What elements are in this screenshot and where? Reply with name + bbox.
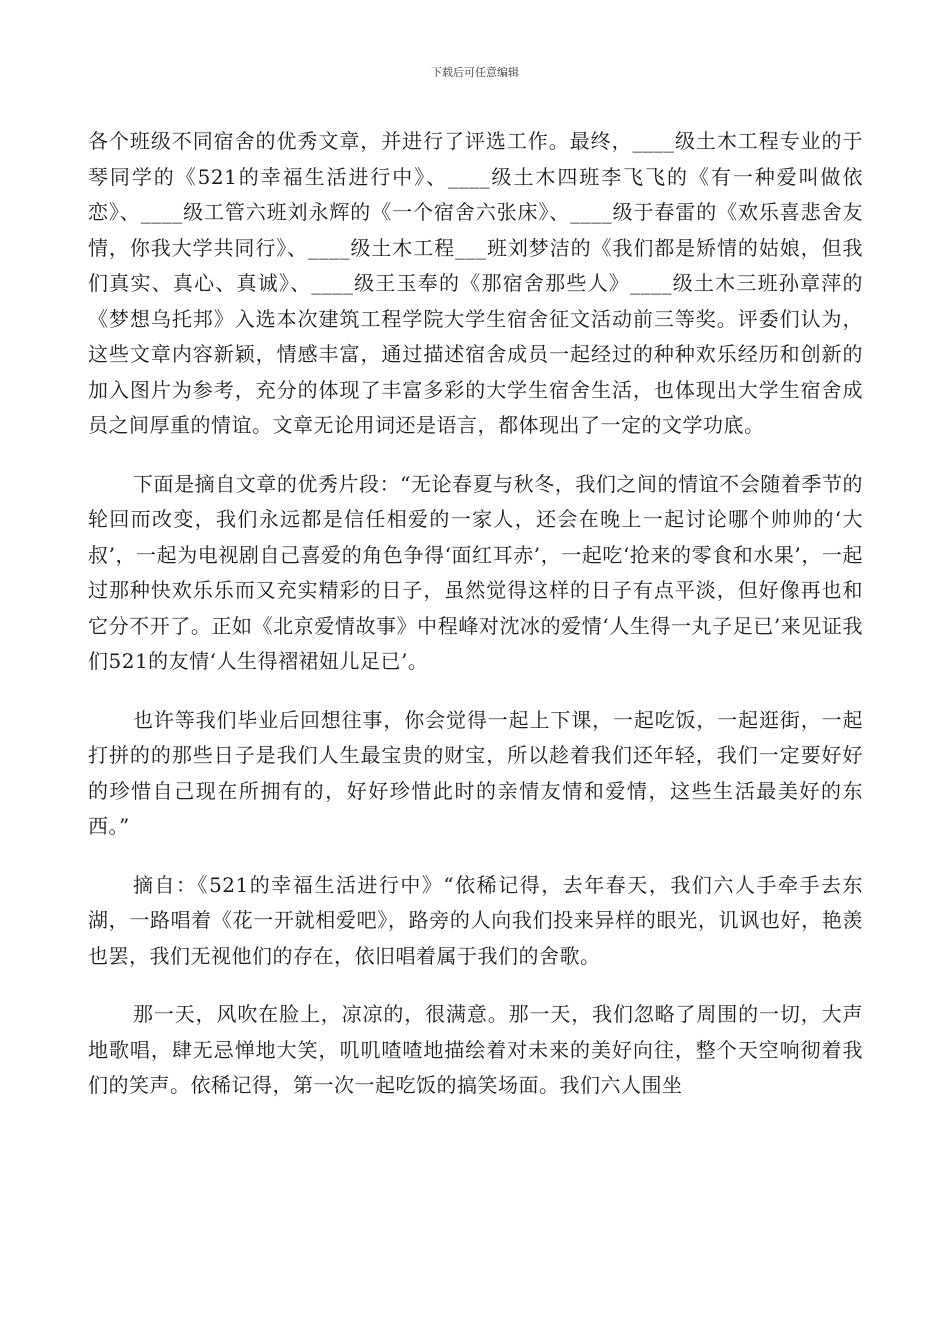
document-body — [88, 124, 863, 1104]
page-header: 下载后可任意编辑 — [431, 66, 519, 79]
paragraph-4: 摘自：《521的幸福生活进行中》“依稀记得，去年春天，我们六人手牵手去东湖，一路唱着《花一开就相爱吧》，路旁的人向我们投来异样的眼光，讥讽也好，艳羡也罢，我们无视他们的存在，依旧唱着属于我们的舍歌。 — [88, 872, 863, 968]
paragraph-5: 那一天，风吹在脸上，凉凉的，很满意。那一天，我们忽略了周围的一切，大声地歌唱，肆无忌惮地大笑，叽叽喳喳地描绘着对未来的美好向往，整个天空响彻着我们的笑声。依稀记得，第一次一起吃饭的搞笑场面。我们六人围坐 — [88, 1002, 863, 1097]
paragraph-2: 下面是摘自文章的优秀片段：“无论春夏与秋冬，我们之间的情谊不会随着季节的轮回而改变，我们永远都是信任相爱的一家人，还会在晚上一起讨论哪个帅帅的‘大叔’，一起为电视剧自己喜爱的角色争得‘面红耳赤’，一起吃‘抢来的零食和水果’，一起过那种快欢乐乐而又充实精彩的日子，虽然觉得这样的日子有点平淡，但好像再也和它分不开了。正如《北京爱情故事》中程峰对沈冰的爱情‘人生得一丸子足已’来见证我们521的友情‘人生得褶裙妞儿足已’。 — [88, 471, 863, 673]
paragraph-3: 也许等我们毕业后回想往事，你会觉得一起上下课，一起吃饭，一起逛街，一起打拼的的那些日子是我们人生最宝贵的财宝，所以趁着我们还年轻，我们一定要好好的珍惜自己现在所拥有的，好好珍惜此时的亲情友情和爱情，这些生活最美好的东西。” — [88, 707, 863, 838]
paragraph-1: 各个班级不同宿舍的优秀文章，并进行了评选工作。最终，____级土木工程专业的于琴同学的《521的幸福生活进行中》、____级土木四班李飞飞的《有一种爱叫做依恋》、____级工管六班刘永辉的《一个宿舍六张床》、____级于春雷的《欢乐喜悲舍友情，你我大学共同行》、____级土木工程___班刘梦洁的《我们都是矫情的姑娘，但我们真实、真心、真诚》、____级王玉奉的《那宿舍那些人》____级土木三班孙章萍的《梦想乌托邦》入选本次建筑工程学院大学生宿舍征文活动前三等奖。评委们认为，这些文章内容新颖，情感丰富，通过描述宿舍成员一起经过的种种欢乐经历和创新的加入图片为参考，充分的体现了丰富多彩的大学生宿舍生活，也体现出大学生宿舍成员之间厚重的情谊。文章无论用词还是语言，都体现出了一定的文学功底。 — [88, 129, 863, 437]
